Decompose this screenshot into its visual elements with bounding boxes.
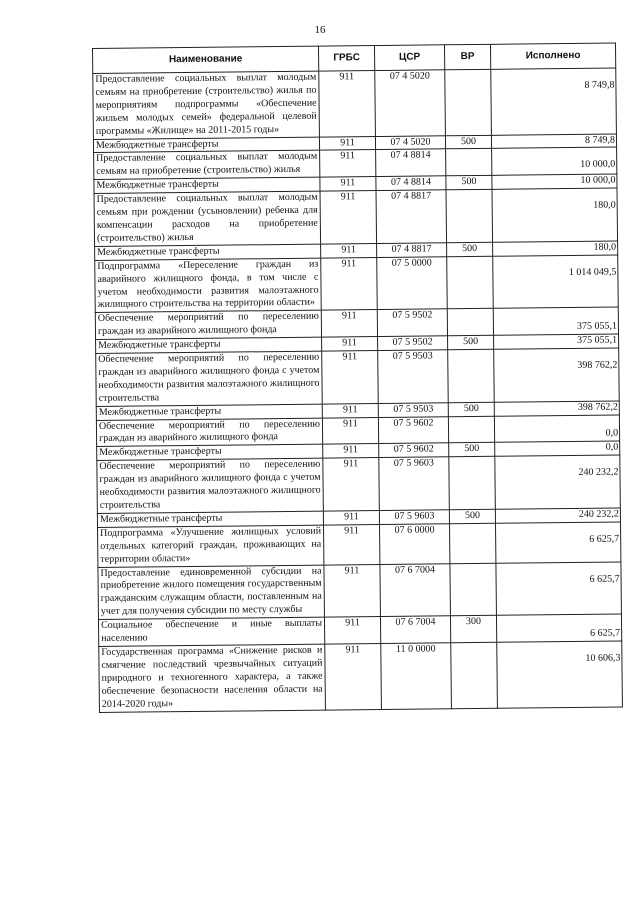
row-sum: 398 762,2 <box>494 348 620 402</box>
row-name: Обеспечение мероприятий по переселению граждан из аварийного жилищного фонда <box>96 418 322 447</box>
row-vr <box>451 642 498 708</box>
row-grbs: 911 <box>321 310 377 337</box>
header-vr: ВР <box>444 44 490 69</box>
row-grbs: 911 <box>321 243 377 257</box>
row-sum: 10 606,3 <box>497 641 623 708</box>
row-name: Межбюджетные трансферты <box>97 444 323 460</box>
row-name: Межбюджетные трансферты <box>96 404 322 420</box>
row-csr: 07 6 7004 <box>380 616 450 644</box>
row-vr <box>447 256 494 309</box>
page-number: 16 <box>314 24 326 36</box>
header-name: Наименование <box>93 46 319 73</box>
row-name: Предоставление единовременной субсидии на приобретение жилого помещения государственным гражданским служащим области, поставленным на учет для получения субсидии по месту службы <box>98 565 325 620</box>
row-grbs: 911 <box>325 643 382 709</box>
row-vr <box>445 69 492 135</box>
row-grbs: 911 <box>322 337 378 351</box>
row-name: Предоставление социальных выплат молодым семьям на приобретение (строительство) жилья <box>94 151 320 180</box>
table-row <box>94 188 618 246</box>
table-row <box>93 68 617 139</box>
row-name: Подпрограмма «Переселение граждан из аварийного жилищного фонда, в том числе с учетом необходимости развития малоэтажного жилищного строительства на территории области» <box>95 258 322 313</box>
row-grbs: 911 <box>320 191 377 244</box>
row-grbs: 911 <box>324 564 381 617</box>
row-csr: 07 4 8817 <box>377 243 447 258</box>
row-name: Межбюджетные трансферты <box>93 137 319 153</box>
row-name: Социальное обеспечение и иные выплаты населению <box>98 617 324 646</box>
row-csr: 07 4 8814 <box>376 149 446 177</box>
row-vr: 500 <box>446 176 492 190</box>
table-row <box>99 641 623 712</box>
row-name: Межбюджетные трансферты <box>97 511 323 527</box>
row-vr <box>448 349 495 402</box>
row-sum: 6 625,7 <box>496 562 622 616</box>
row-name: Межбюджетные трансферты <box>95 244 321 260</box>
row-csr: 11 0 0000 <box>381 643 452 709</box>
row-grbs: 911 <box>322 417 378 444</box>
row-sum: 10 000,0 <box>492 147 617 175</box>
row-grbs: 911 <box>324 524 380 564</box>
row-sum: 398 762,2 <box>494 401 619 416</box>
row-csr: 07 5 9502 <box>378 336 448 351</box>
row-csr: 07 4 8814 <box>376 176 446 191</box>
row-csr: 07 5 9602 <box>378 416 448 444</box>
row-csr: 07 5 9503 <box>378 350 449 403</box>
row-name: Межбюджетные трансферты <box>96 337 322 353</box>
row-sum: 0,0 <box>494 415 619 443</box>
row-name: Государственная программа «Снижение рисков и смягчение последствий чрезвычайных ситуаций природного и техногенного характера, а также обеспечение безопасности населения области на 2014-2020 годы» <box>99 644 326 712</box>
row-vr: 300 <box>450 615 496 642</box>
row-sum: 180,0 <box>493 241 618 256</box>
table-row <box>98 522 621 567</box>
row-grbs: 911 <box>319 71 376 137</box>
row-sum: 375 055,1 <box>493 307 618 335</box>
row-sum: 240 232,2 <box>495 455 621 509</box>
row-sum: 240 232,2 <box>495 508 620 523</box>
row-sum: 10 000,0 <box>492 174 617 189</box>
row-sum: 375 055,1 <box>494 334 619 349</box>
row-csr: 07 5 9603 <box>379 457 450 510</box>
row-grbs: 911 <box>323 444 379 458</box>
row-csr: 07 5 0000 <box>377 256 448 309</box>
row-vr: 500 <box>449 443 495 457</box>
row-grbs: 911 <box>322 403 378 417</box>
row-grbs: 911 <box>322 351 379 404</box>
row-vr <box>447 309 493 336</box>
row-name: Обеспечение мероприятий по переселению граждан из аварийного жилищного фонда <box>95 310 321 339</box>
row-name: Предоставление социальных выплат молодым семьям при рождении (усыновлении) ребенка для компенсации расходов на приобретение (строительство) жилья <box>94 191 321 246</box>
row-sum: 8 749,8 <box>491 68 617 135</box>
row-csr: 07 4 5020 <box>375 135 445 150</box>
row-sum: 6 625,7 <box>495 522 620 563</box>
row-csr: 07 6 7004 <box>380 563 451 616</box>
row-name: Подпрограмма «Улучшение жилищных условий отдельных категорий граждан, проживающих на территории области» <box>98 525 324 567</box>
row-vr <box>446 149 492 176</box>
table-row <box>98 562 622 620</box>
row-csr: 07 5 9602 <box>379 443 449 458</box>
header-csr: ЦСР <box>374 45 444 71</box>
budget-table-container <box>92 43 622 713</box>
row-grbs: 911 <box>323 510 379 524</box>
row-csr: 07 5 9502 <box>377 309 447 337</box>
row-grbs: 911 <box>324 617 380 644</box>
row-grbs: 911 <box>319 136 375 150</box>
row-name: Обеспечение мероприятий по переселению граждан из аварийного жилищного фонда с учетом необходимости развития малоэтажного жилищного строительства <box>96 351 323 406</box>
row-vr <box>448 416 494 443</box>
row-vr: 500 <box>445 135 491 149</box>
row-csr: 07 5 9503 <box>378 402 448 417</box>
row-vr <box>449 457 496 510</box>
row-sum: 1 014 049,5 <box>493 255 619 309</box>
row-csr: 07 4 5020 <box>375 70 446 136</box>
row-name: Предоставление социальных выплат молодым семьям на приобретение (строительство) жилья по мероприятиям подпрограммы «Обеспечение жильем молодых семей» федеральной целевой программы «Жилище» на 2011-2015 годы» <box>93 71 320 139</box>
row-sum: 180,0 <box>492 188 618 242</box>
row-vr: 500 <box>448 402 494 416</box>
header-sum: Исполнено <box>490 43 615 69</box>
header-grbs: ГРБС <box>318 46 374 72</box>
row-vr <box>449 523 495 563</box>
row-sum: 6 625,7 <box>496 614 621 642</box>
row-csr: 07 5 9603 <box>379 510 449 525</box>
row-csr: 07 6 0000 <box>380 524 450 564</box>
row-name: Обеспечение мероприятий по переселению граждан из аварийного жилищного фонда с учетом необходимости развития малоэтажного жилищного строительства <box>97 458 324 513</box>
budget-table <box>92 43 623 713</box>
row-vr: 500 <box>449 509 495 523</box>
table-row <box>96 348 620 406</box>
row-sum: 8 749,8 <box>491 134 616 149</box>
table-row <box>97 455 621 513</box>
row-csr: 07 4 8817 <box>376 190 447 243</box>
row-vr: 500 <box>447 242 493 256</box>
row-vr: 500 <box>448 335 494 349</box>
row-grbs: 911 <box>320 177 376 191</box>
row-vr <box>450 563 497 616</box>
table-row <box>95 255 619 313</box>
row-name: Межбюджетные трансферты <box>94 177 320 193</box>
row-sum: 0,0 <box>495 441 620 456</box>
row-grbs: 911 <box>323 458 380 511</box>
row-grbs: 911 <box>321 257 378 310</box>
row-vr <box>446 189 493 242</box>
row-grbs: 911 <box>320 150 376 177</box>
